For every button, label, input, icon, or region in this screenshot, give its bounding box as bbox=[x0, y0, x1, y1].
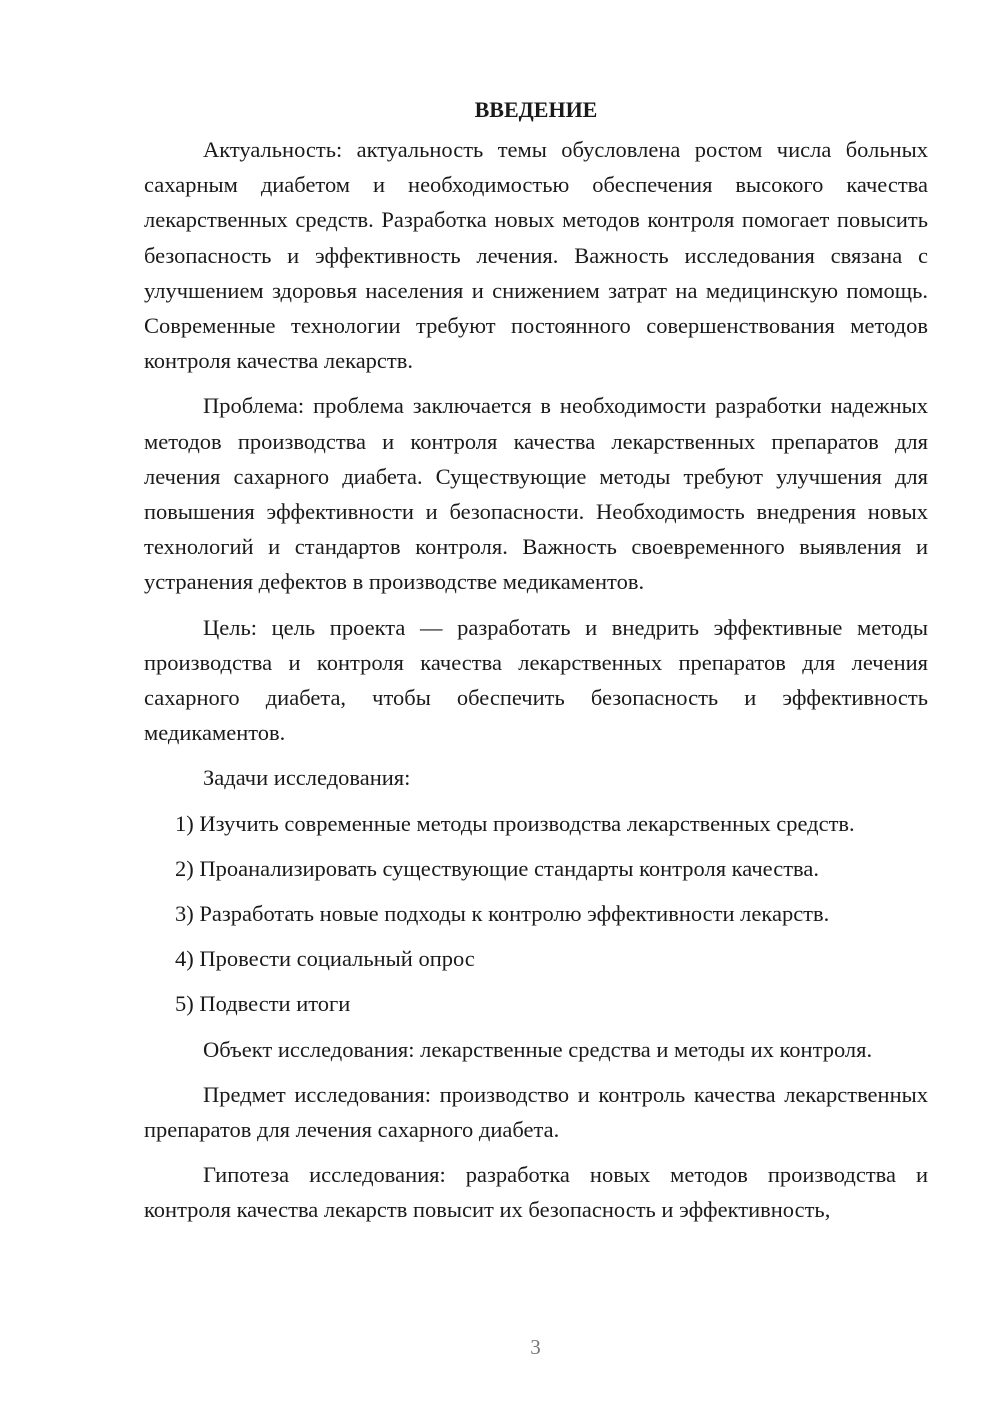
paragraph-relevance: Актуальность: актуальность темы обусловлена ростом числа больных сахарным диабетом и необходимостью обеспечения высокого качества лекарственных средств. Разработка новых методов контроля помогает повысить безопасность и эффективность лечения. Важность исследования связана с улучшением здоровья населения и снижением затрат на медицинскую помощь. Современные технологии требуют постоянного совершенствования методов контроля качества лекарств. bbox=[144, 137, 928, 374]
tasks-list bbox=[144, 806, 928, 1022]
paragraph-goal: Цель: цель проекта — разработать и внедрить эффективные методы производства и контроля качества лекарственных препаратов для лечения сахарного диабета, чтобы обеспечить безопасность и эффективность медикаментов. bbox=[144, 614, 928, 746]
task-item-5: 5) Подвести итоги bbox=[175, 991, 351, 1017]
paragraph-subject: Предмет исследования: производство и контроль качества лекарственных препаратов для лечения сахарного диабета. bbox=[144, 1081, 928, 1143]
paragraph-problem: Проблема: проблема заключается в необходимости разработки надежных методов производства и контроля качества лекарственных препаратов для лечения сахарного диабета. Существующие методы требуют улучшения для повышения эффективности и безопасности. Необходимость внедрения новых технологий и стандартов контроля. Важность своевременного выявления и устранения дефектов в производстве медикаментов. bbox=[144, 393, 928, 595]
page-number: 3 bbox=[530, 1335, 541, 1359]
tasks-heading: Задачи исследования: bbox=[203, 765, 411, 791]
task-item-2: 2) Проанализировать существующие стандарты контроля качества. bbox=[175, 855, 819, 881]
page-title: ВВЕДЕНИЕ bbox=[474, 97, 598, 122]
page-content bbox=[144, 92, 928, 1238]
task-item-4: 4) Провести социальный опрос bbox=[175, 946, 475, 972]
paragraph-object: Объект исследования: лекарственные средства и методы их контроля. bbox=[203, 1036, 873, 1062]
paragraph-hypothesis: Гипотеза исследования: разработка новых методов производства и контроля качества лекарств повысит их безопасность и эффективность, bbox=[144, 1162, 928, 1223]
task-item-3: 3) Разработать новые подходы к контролю эффективности лекарств. bbox=[175, 901, 830, 927]
task-item-1: 1) Изучить современные методы производства лекарственных средств. bbox=[175, 810, 855, 836]
